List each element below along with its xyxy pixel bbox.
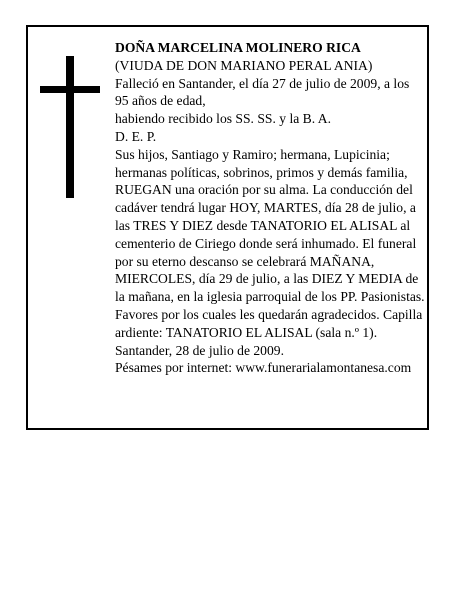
condolences-line: Pésames por internet: www.funerarialamontanesa.com — [115, 360, 412, 376]
deceased-name: DOÑA MARCELINA MOLINERO RICA — [115, 40, 361, 55]
sacraments-line: habiendo recibido los SS. SS. y la B. A. — [115, 111, 331, 127]
cross-horizontal-bar — [40, 86, 100, 93]
obituary-notice — [26, 25, 429, 430]
notice-body: Sus hijos, Santiago y Ramiro; hermana, Lupicinia; hermanas políticas, sobrinos, primos y demás familia, RUEGAN una oración por su alma. La conducción del cadáver tendrá lugar HOY, MARTES, día 28 de julio, a las TRES Y DIEZ desde TANATORIO EL ALISAL al cementerio de Ciriego donde será inhumado. El funeral por su eterno descanso se celebrará MAÑANA, MIERCOLES, día 29 de julio, a las DIEZ Y MEDIA de la mañana, en la iglesia parroquial de los PP. Pasionistas. Favores por los cuales les quedarán agradecidos. Capilla ardiente: TANATORIO EL ALISAL (sala n.º 1). — [115, 146, 425, 340]
death-line-1: Falleció en Santander, el día 27 de julio de 2009, a los — [115, 75, 410, 91]
obituary-text — [115, 39, 425, 377]
death-line-2: 95 años de edad, — [115, 93, 206, 109]
cross-vertical-bar — [66, 56, 74, 198]
rip-line: D. E. P. — [115, 128, 157, 144]
cross-icon — [40, 56, 100, 198]
widow-of-line: (VIUDA DE DON MARIANO PERAL ANIA) — [115, 57, 373, 73]
place-date-line: Santander, 28 de julio de 2009. — [115, 342, 284, 358]
